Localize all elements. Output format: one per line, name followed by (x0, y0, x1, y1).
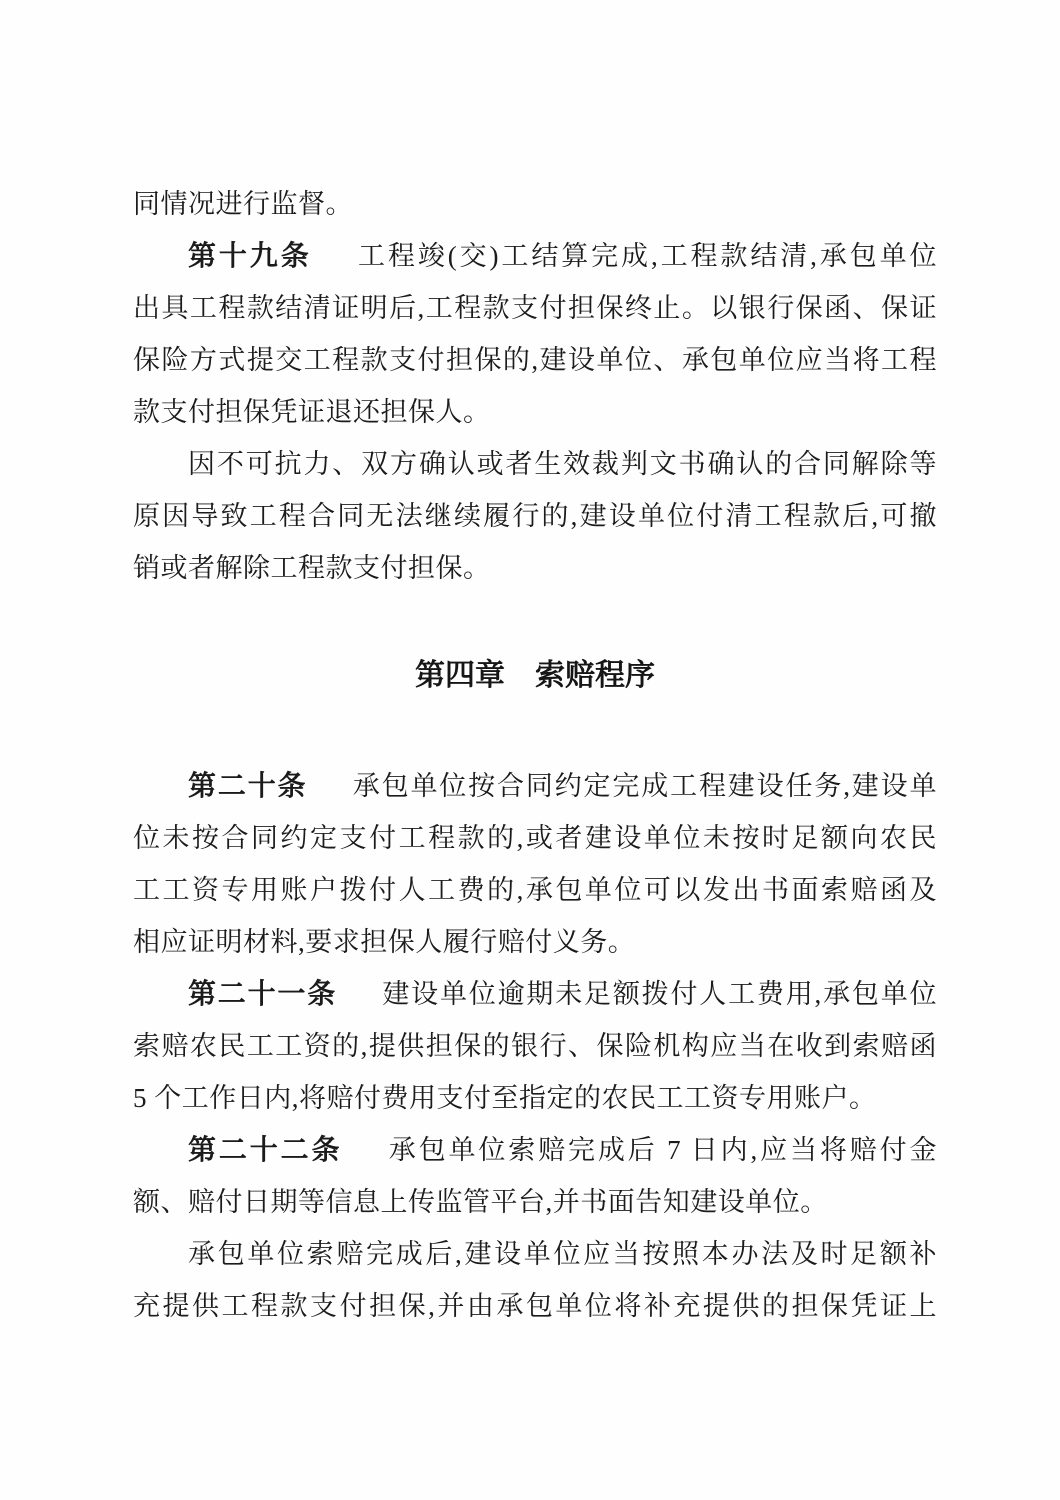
line-text: 建设单位逾期未足额拨付人工费用,承包单位 (381, 979, 937, 1009)
line-text: 承包单位索赔完成后 7 日内,应当将赔付金 (386, 1135, 937, 1165)
text-line (133, 334, 937, 386)
article-number-gap (342, 1158, 386, 1159)
article-number: 第二十条 (188, 770, 308, 801)
line-text: 承包单位按合同约定完成工程建设任务,建设单 (351, 771, 937, 801)
chapter-number: 第四章 (415, 659, 505, 692)
text-line (133, 916, 937, 968)
line-text: 同情况进行监督。 (133, 189, 353, 219)
text-line (133, 178, 937, 230)
line-text: 额、赔付日期等信息上传监管平台,并书面告知建设单位。 (133, 1187, 828, 1217)
text-line (133, 1124, 937, 1176)
line-text: 款支付担保凭证退还担保人。 (133, 397, 491, 427)
article-number-gap (307, 794, 351, 795)
text-line (133, 230, 937, 282)
text-line (133, 438, 937, 490)
line-text: 相应证明材料,要求担保人履行赔付义务。 (133, 927, 636, 957)
article-number: 第十九条 (188, 240, 312, 271)
line-text: 原因导致工程合同无法继续履行的,建设单位付清工程款后,可撤 (133, 501, 937, 531)
text-line (133, 864, 937, 916)
line-text: 保险方式提交工程款支付担保的,建设单位、承包单位应当将工程 (133, 345, 937, 375)
text-line (133, 760, 937, 812)
text-line (133, 1228, 937, 1280)
text-line (133, 1072, 937, 1124)
text-line (133, 968, 937, 1020)
body-text-block-2 (133, 760, 937, 1332)
line-text: 因不可抗力、双方确认或者生效裁判文书确认的合同解除等 (188, 449, 937, 479)
article-number-gap (337, 1002, 381, 1003)
text-line (133, 282, 937, 334)
line-text: 工程竣(交)工结算完成,工程款结清,承包单位 (355, 241, 937, 271)
body-text-block-1 (133, 178, 937, 594)
text-line (133, 542, 937, 594)
text-line (133, 1176, 937, 1228)
line-text: 5 个工作日内,将赔付费用支付至指定的农民工工资专用账户。 (133, 1083, 877, 1113)
article-number: 第二十二条 (188, 1134, 343, 1165)
line-text: 充提供工程款支付担保,并由承包单位将补充提供的担保凭证上 (133, 1291, 937, 1321)
chapter-heading (133, 650, 937, 702)
chapter-heading-gap (505, 684, 535, 685)
text-line (133, 1020, 937, 1072)
article-number-gap (312, 264, 356, 265)
text-line (133, 1280, 937, 1332)
line-text: 索赔农民工工资的,提供担保的银行、保险机构应当在收到索赔函 (133, 1031, 937, 1061)
line-text: 承包单位索赔完成后,建设单位应当按照本办法及时足额补 (188, 1239, 937, 1269)
text-line (133, 386, 937, 438)
line-text: 工工资专用账户拨付人工费的,承包单位可以发出书面索赔函及 (133, 875, 937, 905)
text-line (133, 490, 937, 542)
line-text: 销或者解除工程款支付担保。 (133, 553, 491, 583)
line-text: 出具工程款结清证明后,工程款支付担保终止。以银行保函、保证 (133, 293, 937, 323)
chapter-title: 索赔程序 (535, 659, 655, 692)
article-number: 第二十一条 (188, 978, 338, 1009)
text-line (133, 812, 937, 864)
line-text: 位未按合同约定支付工程款的,或者建设单位未按时足额向农民 (133, 823, 937, 853)
